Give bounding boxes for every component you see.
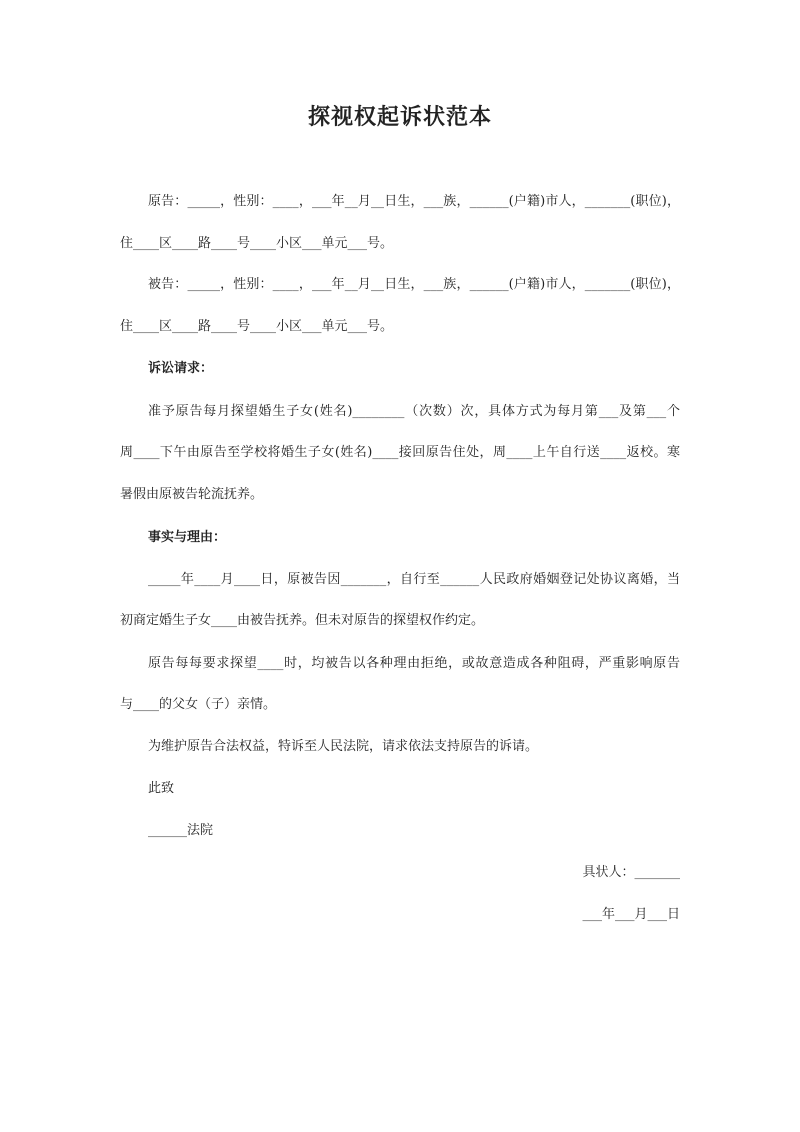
claims-line-1: 准予原告每月探望婚生子女(姓名)________（次数）次，具体方式为每月第___及第___个	[148, 404, 680, 419]
closing-court: ______法院	[148, 823, 214, 838]
facts-heading: 事实与理由：	[148, 530, 227, 545]
closing-date: ___年___月___日	[582, 907, 680, 922]
closing-signer: 具状人：_______	[582, 865, 680, 880]
facts-p1-line-1: _____年____月____日，原被告因_______，自行至______人民政府婚姻登记处协议离婚，当	[148, 572, 680, 587]
claims-heading: 诉讼请求：	[148, 361, 214, 376]
facts-p2-line-1: 原告每每要求探望____时，均被告以各种理由拒绝，或故意造成各种阻碍，严重影响原告	[148, 656, 680, 671]
defendant-line-1: 被告：_____，性别：____，___年__月__日生，___族，______(户籍)市人，_______(职位)，	[148, 277, 680, 292]
closing-salutation: 此致	[148, 781, 175, 796]
facts-p3-line-1: 为维护原告合法权益，特诉至人民法院，请求依法支持原告的诉请。	[148, 739, 539, 754]
claims-line-3: 暑假由原被告轮流抚养。	[120, 487, 264, 502]
plaintiff-line-2: 住____区____路____号____小区___单元___号。	[120, 236, 394, 251]
defendant-line-2: 住____区____路____号____小区___单元___号。	[120, 319, 394, 334]
document-title: 探视权起诉状范本	[307, 104, 492, 130]
facts-p2-line-2: 与____的父女（子）亲情。	[120, 697, 277, 712]
facts-p1-line-2: 初商定婚生子女____由被告抚养。但未对原告的探望权作约定。	[120, 613, 485, 628]
plaintiff-line-1: 原告：_____，性别：____，___年__月__日生，___族，______(户籍)市人，_______(职位)，	[148, 194, 680, 209]
claims-line-2: 周____下午由原告至学校将婚生子女(姓名)____接回原告住处，周____上午自行送____返校。寒	[120, 445, 680, 460]
